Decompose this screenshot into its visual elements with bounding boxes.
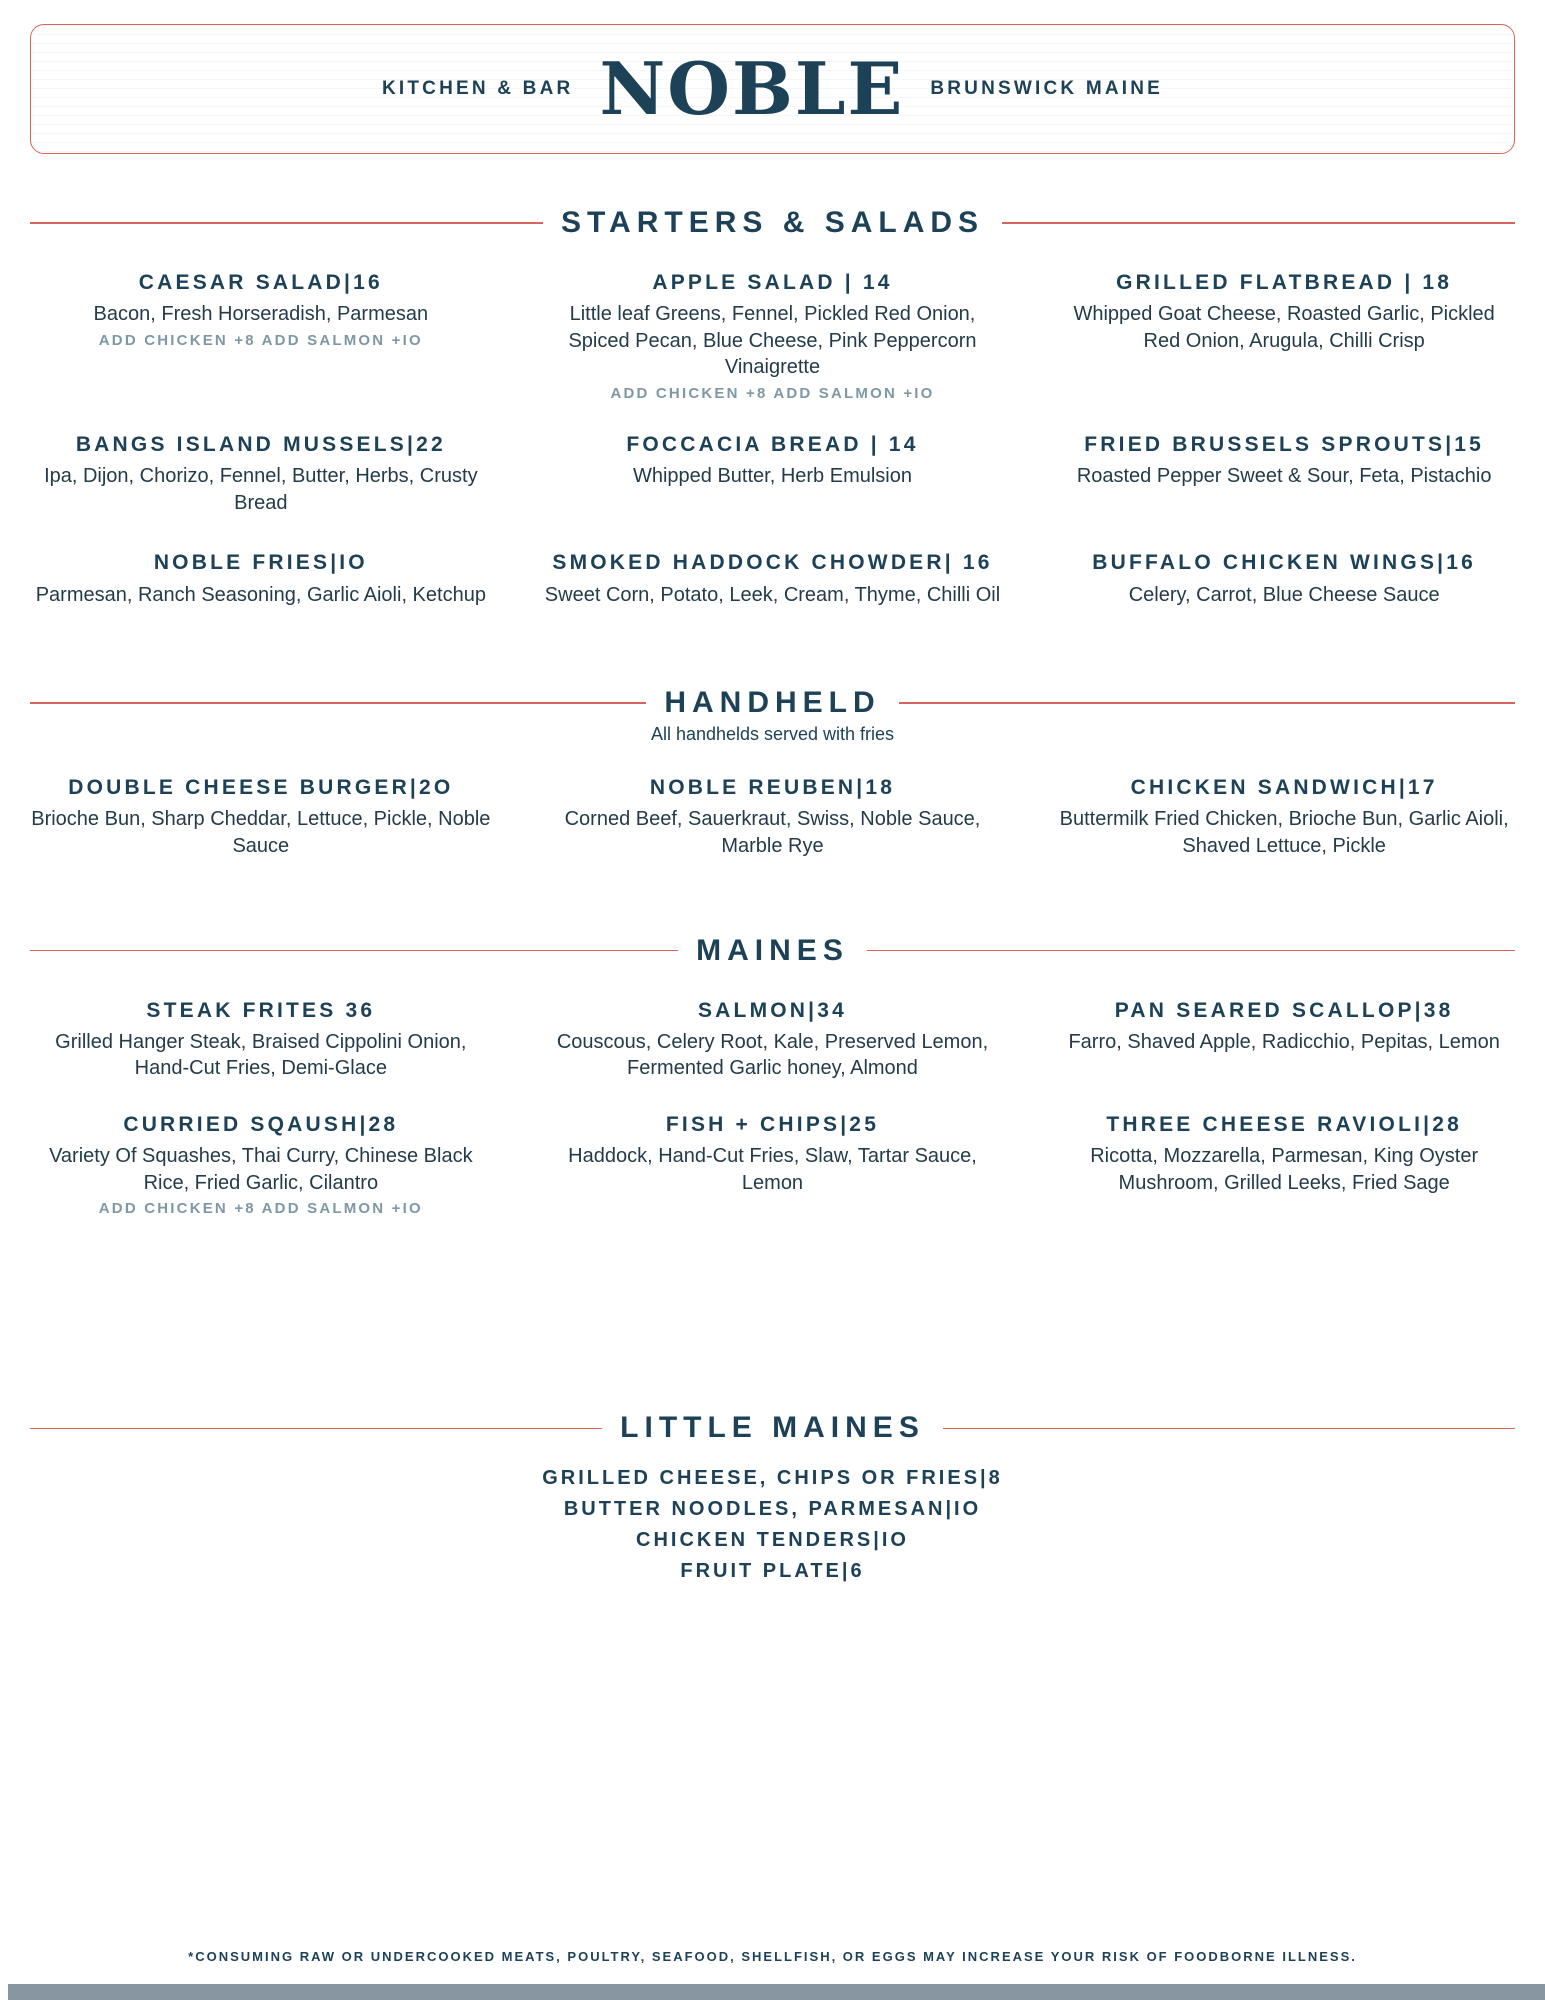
- menu-item: [1053, 270, 1515, 402]
- rule-left: [30, 702, 646, 704]
- menu-item: [30, 270, 492, 402]
- menu-item-name: SALMON|34: [697, 998, 847, 1022]
- section-title-starters: STARTERS & SALADS: [560, 206, 985, 239]
- menu-item-desc: Couscous, Celery Root, Kale, Preserved Lemon, Fermented Garlic honey, Almond: [556, 1030, 989, 1080]
- rule-right: [1002, 222, 1515, 224]
- menu-item: [1053, 998, 1515, 1082]
- section-title-handheld: HANDHELD: [664, 686, 881, 720]
- header-left-text: KITCHEN & BAR: [381, 78, 574, 99]
- bottom-bar: [0, 1984, 1545, 2000]
- allergen-footnote: *CONSUMING RAW OR UNDERCOOKED MEATS, POULTRY, SEAFOOD, SHELLFISH, OR EGGS MAY INCREASE YOUR RISK OF FOODBORNE ILLNESS.: [188, 1949, 1357, 1964]
- section-header-starters: [30, 206, 1515, 240]
- menu-item-desc: Haddock, Hand-Cut Fries, Slaw, Tartar Sauce, Lemon: [568, 1145, 977, 1194]
- menu-item-addon: ADD CHICKEN +8 ADD SALMON +IO: [610, 384, 935, 402]
- menu-item-desc: Whipped Butter, Herb Emulsion: [632, 465, 912, 488]
- menu-item-name: APPLE SALAD | 14: [652, 271, 893, 294]
- menu-item: [542, 270, 1004, 402]
- rule-right: [867, 950, 1515, 952]
- menu-item-desc: Variety Of Squashes, Thai Curry, Chinese Black Rice, Fried Garlic, Cilantro: [49, 1145, 473, 1194]
- menu-item-name: FOCCACIA BREAD | 14: [626, 432, 919, 456]
- list-item: BUTTER NOODLES, PARMESAN|IO: [563, 1498, 982, 1521]
- menu-item-desc: Sweet Corn, Potato, Leek, Cream, Thyme, Chilli Oil: [544, 583, 1001, 606]
- menu-item-desc: Roasted Pepper Sweet & Sour, Feta, Pistachio: [1076, 465, 1492, 488]
- left-page-edge: [0, 0, 8, 2000]
- menu-item-desc: Parmesan, Ranch Seasoning, Garlic Aioli, Ketchup: [35, 583, 486, 606]
- menu-item-addon: ADD CHICKEN +8 ADD SALMON +IO: [98, 331, 423, 349]
- menu-item-name: FRIED BRUSSELS SPROUTS|15: [1084, 432, 1485, 456]
- menu-item-desc: Whipped Goat Cheese, Roasted Garlic, Pickled Red Onion, Arugula, Chilli Crisp: [1073, 303, 1495, 352]
- menu-item-desc: Celery, Carrot, Blue Cheese Sauce: [1128, 583, 1440, 606]
- menu-item: [1053, 775, 1515, 859]
- menu-item-name: PAN SEARED SCALLOP|38: [1114, 998, 1454, 1022]
- menu-item-desc: Corned Beef, Sauerkraut, Swiss, Noble Sauce, Marble Rye: [564, 808, 981, 857]
- menu-item: [1053, 550, 1515, 612]
- menu-item: [30, 432, 492, 520]
- menu-item: [1053, 1112, 1515, 1217]
- section-header-little-maines: [30, 1411, 1515, 1445]
- menu-grid-handheld: [30, 775, 1515, 881]
- menu-item-desc: Farro, Shaved Apple, Radicchio, Pepitas, Lemon: [1068, 1030, 1500, 1053]
- menu-grid-maines: [30, 998, 1515, 1240]
- header-right-text: BRUNSWICK MAINE: [930, 78, 1164, 99]
- menu-item-name: NOBLE REUBEN|18: [649, 776, 896, 800]
- list-item: CHICKEN TENDERS|IO: [636, 1529, 909, 1552]
- rule-right: [899, 702, 1515, 704]
- menu-item-addon: ADD CHICKEN +8 ADD SALMON +IO: [98, 1200, 423, 1218]
- menu-grid-starters: [30, 270, 1515, 634]
- header-content: [31, 25, 1514, 153]
- section-title-little-maines: LITTLE MAINES: [620, 1411, 925, 1445]
- menu-item-name: GRILLED FLATBREAD | 18: [1116, 271, 1453, 294]
- rule-right: [943, 1428, 1515, 1430]
- menu-header: [30, 24, 1515, 154]
- menu-item-name: CHICKEN SANDWICH|17: [1130, 776, 1438, 800]
- menu-item: [542, 998, 1004, 1082]
- menu-item-name: FISH + CHIPS|25: [665, 1112, 880, 1136]
- menu-item-name: CAESAR SALAD|16: [138, 271, 383, 294]
- menu-item: [542, 1112, 1004, 1217]
- layout-spacer: [30, 1239, 1515, 1359]
- menu-item-name: STEAK FRITES 36: [146, 998, 376, 1022]
- menu-item-desc: Ricotta, Mozzarella, Parmesan, King Oyster Mushroom, Grilled Leeks, Fried Sage: [1090, 1145, 1479, 1194]
- menu-item: [30, 775, 492, 859]
- list-item: GRILLED CHEESE, CHIPS OR FRIES|8: [542, 1467, 1003, 1490]
- menu-item: [30, 550, 492, 612]
- menu-item-name: NOBLE FRIES|IO: [153, 551, 368, 575]
- menu-item: [542, 775, 1004, 859]
- menu-item-desc: Ipa, Dijon, Chorizo, Fennel, Butter, Herbs, Crusty Bread: [44, 465, 478, 514]
- section-title-maines: MAINES: [696, 933, 849, 967]
- rule-left: [30, 950, 678, 952]
- section-header-maines: [30, 934, 1515, 968]
- section-subtitle-handheld: All handhelds served with fries: [650, 724, 895, 745]
- menu-item-name: BUFFALO CHICKEN WINGS|16: [1092, 551, 1476, 575]
- menu-item-desc: Brioche Bun, Sharp Cheddar, Lettuce, Pickle, Noble Sauce: [31, 808, 491, 857]
- menu-item: [1053, 432, 1515, 520]
- little-maines-list: [30, 1463, 1515, 1587]
- menu-item-desc: Grilled Hanger Steak, Braised Cippolini Onion, Hand-Cut Fries, Demi-Glace: [55, 1030, 467, 1080]
- menu-item: [30, 1112, 492, 1217]
- menu-item-name: CURRIED SQAUSH|28: [123, 1112, 399, 1136]
- rule-left: [30, 222, 543, 224]
- menu-item: [30, 998, 492, 1082]
- menu-item: [542, 432, 1004, 520]
- menu-item-name: SMOKED HADDOCK CHOWDER| 16: [552, 551, 993, 575]
- menu-item-desc: Bacon, Fresh Horseradish, Parmesan: [93, 303, 429, 326]
- menu-item: [542, 550, 1004, 612]
- menu-item-desc: Little leaf Greens, Fennel, Pickled Red Onion, Spiced Pecan, Blue Cheese, Pink Peppercorn Vinaigrette: [568, 303, 977, 379]
- menu-item-name: DOUBLE CHEESE BURGER|2O: [68, 776, 454, 800]
- menu-item-name: BANGS ISLAND MUSSELS|22: [75, 432, 446, 456]
- menu-item-desc: Buttermilk Fried Chicken, Brioche Bun, Garlic Aioli, Shaved Lettuce, Pickle: [1059, 808, 1509, 857]
- list-item: FRUIT PLATE|6: [680, 1560, 865, 1583]
- rule-left: [30, 1428, 602, 1430]
- menu-item-name: THREE CHEESE RAVIOLI|28: [1106, 1112, 1462, 1136]
- brand-logo: NOBLE: [599, 46, 905, 131]
- section-header-handheld: [30, 686, 1515, 720]
